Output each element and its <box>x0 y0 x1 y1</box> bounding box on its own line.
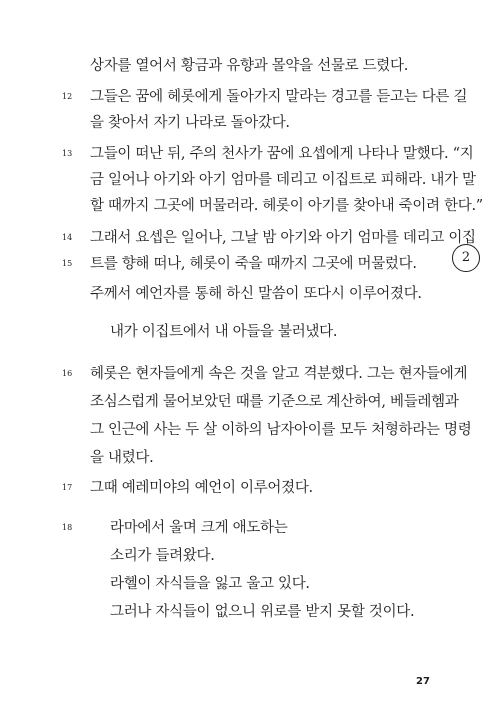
text-line: 그때 예레미야의 예언이 이루어졌다. <box>90 480 313 496</box>
verse-number: 14 <box>62 233 73 242</box>
quotation-line: 그러나 자식들이 없으니 위로를 받지 못할 것이다. <box>110 604 415 620</box>
verse-number: 13 <box>62 149 73 158</box>
page-number: 27 <box>416 676 430 687</box>
text-line: 금 일어나 아기와 아기 엄마를 데리고 이집트로 피해라. 내가 말 <box>90 172 476 188</box>
text-line: 을 내렸다. <box>90 450 154 466</box>
quotation-line: 내가 이집트에서 내 아들을 불러냈다. <box>110 324 338 340</box>
verse-number: 12 <box>62 92 73 101</box>
verse-number: 16 <box>62 369 73 378</box>
text-line: 그 인근에 사는 두 살 이하의 남자아이를 모두 처형하라는 명령 <box>90 422 472 438</box>
chapter-badge: 2 <box>452 244 480 272</box>
text-line: 주께서 예언자를 통해 하신 말씀이 또다시 이루어졌다. <box>90 286 422 302</box>
text-line: 그들은 꿈에 헤롯에게 돌아가지 말라는 경고를 듣고는 다른 길 <box>90 89 468 105</box>
verse-number: 17 <box>62 483 73 492</box>
text-line: 상자를 열어서 황금과 유향과 몰약을 선물로 드렸다. <box>90 58 409 74</box>
quotation-line: 라마에서 울며 크게 애도하는 <box>110 520 288 536</box>
text-line: 트를 향해 떠나, 헤롯이 죽을 때까지 그곳에 머물렀다. <box>90 256 417 272</box>
text-line: 할 때까지 그곳에 머물러라. 헤롯이 아기를 찾아내 죽이려 한다.” <box>90 198 483 214</box>
verse-number: 18 <box>62 523 73 532</box>
quotation-line: 라헬이 자식들을 잃고 울고 있다. <box>110 576 310 592</box>
text-line: 헤롯은 현자들에게 속은 것을 알고 격분했다. 그는 현자들에게 <box>90 366 468 382</box>
text-line: 조심스럽게 물어보았던 때를 기준으로 계산하여, 베들레헴과 <box>90 394 459 410</box>
quotation-line: 소리가 들려왔다. <box>110 548 215 564</box>
text-line: 그들이 떠난 뒤, 주의 천사가 꿈에 요셉에게 나타나 말했다. “지 <box>90 146 474 162</box>
text-line: 을 찾아서 자기 나라로 돌아갔다. <box>90 115 290 131</box>
verse-number: 15 <box>62 259 73 268</box>
text-line: 그래서 요셉은 일어나, 그날 밤 아기와 아기 엄마를 데리고 이집 <box>90 230 476 246</box>
